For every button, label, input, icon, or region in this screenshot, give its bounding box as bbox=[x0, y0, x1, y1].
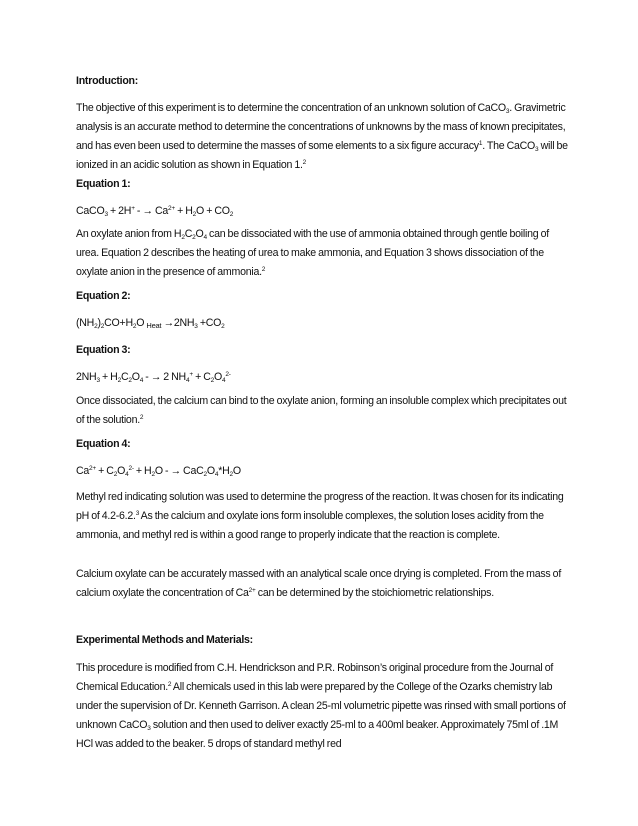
equation-1-formula: CaCO$_3$ + 2H+ - → $Ca^{2+} + H_2O + CO_2$ bbox=[76, 205, 234, 218]
equation-4-heading: Equation 4: bbox=[76, 438, 131, 450]
equation-2-heading: Equation 2: bbox=[76, 290, 131, 302]
calcium-oxylate-paragraph: Calcium oxylate can be accurately massed with an analytical scale once drying is completed. From the mass of calcium oxylate the concentration of $Ca^{2+}$ can be determined by the stoichiometric relationships. bbox=[76, 568, 562, 599]
methyl-red-paragraph: Methyl red indicating solution was used to determine the progress of the reaction. It was chosen for its indicating pH of 4.2-6.2.$^3$ As the calcium and oxylate ions form insoluble complexes, the solution loses acidity from the ammonia, and methyl red is within a good range to properly indicate that the reaction is complete. bbox=[76, 491, 564, 541]
equation-4-formula: $Ca^{2+} + C_2O_4^{2-} + H_2O$ - → $CaC_2O_4*H_2O$ bbox=[76, 465, 241, 478]
methods-heading: Experimental Methods and Materials: bbox=[76, 634, 253, 646]
equation-3-heading: Equation 3: bbox=[76, 344, 131, 356]
reaction-arrow-icon: → bbox=[150, 371, 162, 383]
reaction-arrow-icon: → bbox=[142, 205, 153, 217]
reaction-arrow-icon: → bbox=[170, 465, 181, 477]
equation-1-heading: Equation 1: bbox=[76, 178, 131, 190]
oxylate-paragraph: An oxylate anion from $H_2C_2O_4$ can be dissociated with the use of ammonia obtained through gentle boiling of urea. Equation 2 describes the heating of urea to make ammonia, and Equation 3 shows dissociation of the oxylate anion in the presence of ammonia.$^2$ bbox=[76, 228, 549, 278]
reaction-arrow-icon: → bbox=[163, 317, 174, 329]
introduction-heading: Introduction: bbox=[76, 75, 139, 87]
equation-3-formula: $2NH_3 + H_2C_2O_4$ - → 2 $NH_4^+ + C_2O_4^{2-}$ bbox=[76, 371, 231, 384]
introduction-paragraph: The objective of this experiment is to determine the concentration of an unknown solution of CaCO$_3$. Gravimetric analysis is an accurate method to determine the concentrations of unknowns by the mass of known precipitates, and has even been used to determine the masses of some elements to a six figure accuracy$^1$. The CaCO$_3$ will be ionized in an acidic solution as shown in Equation 1.$^2$ bbox=[76, 102, 568, 171]
dissociation-paragraph: Once dissociated, the calcium can bind to the oxylate anion, forming an insoluble complex which precipitates out of the solution.$^2$ bbox=[76, 395, 567, 426]
equation-2-formula: $(NH_2)_2CO+H_2O$ $_{Heat} \to 2NH_3 +CO_2$ bbox=[76, 317, 225, 330]
methods-paragraph: This procedure is modified from C.H. Hendrickson and P.R. Robinson’s original procedure from the Journal of Chemical Education.$^2$ All chemicals used in this lab were prepared by the College of the Ozarks chemistry lab under the supervision of Dr. Kenneth Garrison. A clean 25-ml volumetric pipette was rinsed with small portions of unknown CaCO$_3$ solution and then used to deliver exactly 25-ml to a 400ml beaker. Approximately 75ml of .1M HCl was added to the beaker. 5 drops of standard methyl red bbox=[76, 662, 566, 750]
